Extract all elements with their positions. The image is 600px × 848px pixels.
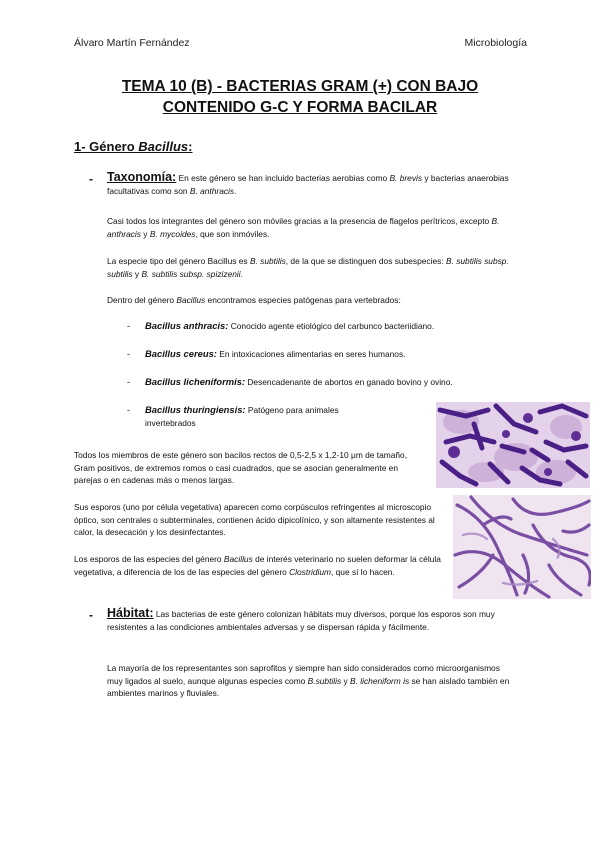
habitat-heading: Hábitat: [107,606,154,620]
page-title [60,76,540,118]
title-line-2: CONTENIDO G-C Y FORMA BACILAR [162,99,438,116]
species-desc: Patógeno para animales invertebrados [145,405,339,428]
species-desc: En intoxicaciones alimentarias en seres humanos. [216,349,406,359]
species-item [145,376,525,389]
body-paragraph-size: Todos los miembros de este género son bacilos rectos de 0,5-2,5 x 1,2-10 μm de tamaño, Gram positivos, de extremos romos o casi cuadrados, que se asocian generalmente en parejas o en cadenas más o menos largas. [74,450,408,486]
dash-habitat: - [89,608,93,622]
body-paragraph-spores-vet: Los esporos de las especies del género Bacillus de interés veterinario no suelen deformar la célula vegetativa, a diferencia de los de las especies del género Clostridium, que sí lo hacen. [74,554,441,577]
micrograph-bacilli-chains [453,495,591,599]
species-desc: Conocido agente etiológico del carbunco bacteriidiano. [228,321,435,331]
species-name: Bacillus licheniformis: [145,376,246,387]
bullet-2: - [127,349,130,359]
species-item [145,348,525,361]
species-desc: Desencadenante de abortos en ganado bovino y ovino. [245,377,453,387]
micrograph-gram-stain-bacilli [436,402,590,488]
species-name: Bacillus anthracis: [145,320,229,331]
section-number: 1- Género [74,139,139,154]
taxonomia-paragraph-1: Taxonomía: En este género se han incluido bacterias aerobias como B. brevis y bacterias anaerobias facultativas como son B. anthracis. [107,170,509,196]
taxonomia-paragraph-4: Dentro del género Bacillus encontramos especies patógenas para vertebrados: [107,295,401,305]
species-name: Bacillus thuringiensis: [145,404,246,415]
species-item [145,320,525,333]
habitat-paragraph-1: Hábitat: Las bacterias de este género colonizan hábitats muy diversos, porque los esporos son muy resistentes a las condiciones ambientales adversas y se dispersan rápida y fácilmente. [107,606,495,632]
title-line-1: TEMA 10 (B) - BACTERIAS GRAM (+) CON BAJO [121,78,479,95]
bullet-4: - [127,405,130,415]
header-subject: Microbiología [464,37,527,49]
section-genus: Bacillus [138,139,189,154]
header-author: Álvaro Martín Fernández [74,37,190,49]
taxonomia-paragraph-3: La especie tipo del género Bacillus es B. subtilis, de la que se distinguen dos subespecies: B. subtilis subsp. subtilis y B. subtilis subsp. spizizenii. [107,256,509,279]
taxonomia-heading: Taxonomía: [107,170,177,184]
dash-taxonomia: - [89,172,93,186]
habitat-paragraph-2: La mayoría de los representantes son saprofitos y siempre han sido considerados como microorganismos muy ligados al suelo, aunque algunas especies como B.subtilis y B. licheniform is se han aislado también en ambientes marinos y fluviales. [107,663,510,699]
body-paragraph-spores: Sus esporos (uno por célula vegetativa) aparecen como corpúsculos refringentes al microscopio óptico, son centrales o subterminales, contienen ácido dipicolínico, y son altamente resistentes al calor, la desecación y los desinfectantes. [74,502,435,538]
bullet-1: - [127,321,130,331]
section-colon: : [188,139,193,154]
species-name: Bacillus cereus: [145,348,217,359]
species-item [145,404,355,429]
taxonomia-paragraph-2: Casi todos los integrantes del género son móviles gracias a la presencia de flagelos perítricos, excepto B. anthracis y B. mycoides, que son inmóviles. [107,216,500,239]
bullet-3: - [127,377,130,387]
section-heading [74,139,193,154]
